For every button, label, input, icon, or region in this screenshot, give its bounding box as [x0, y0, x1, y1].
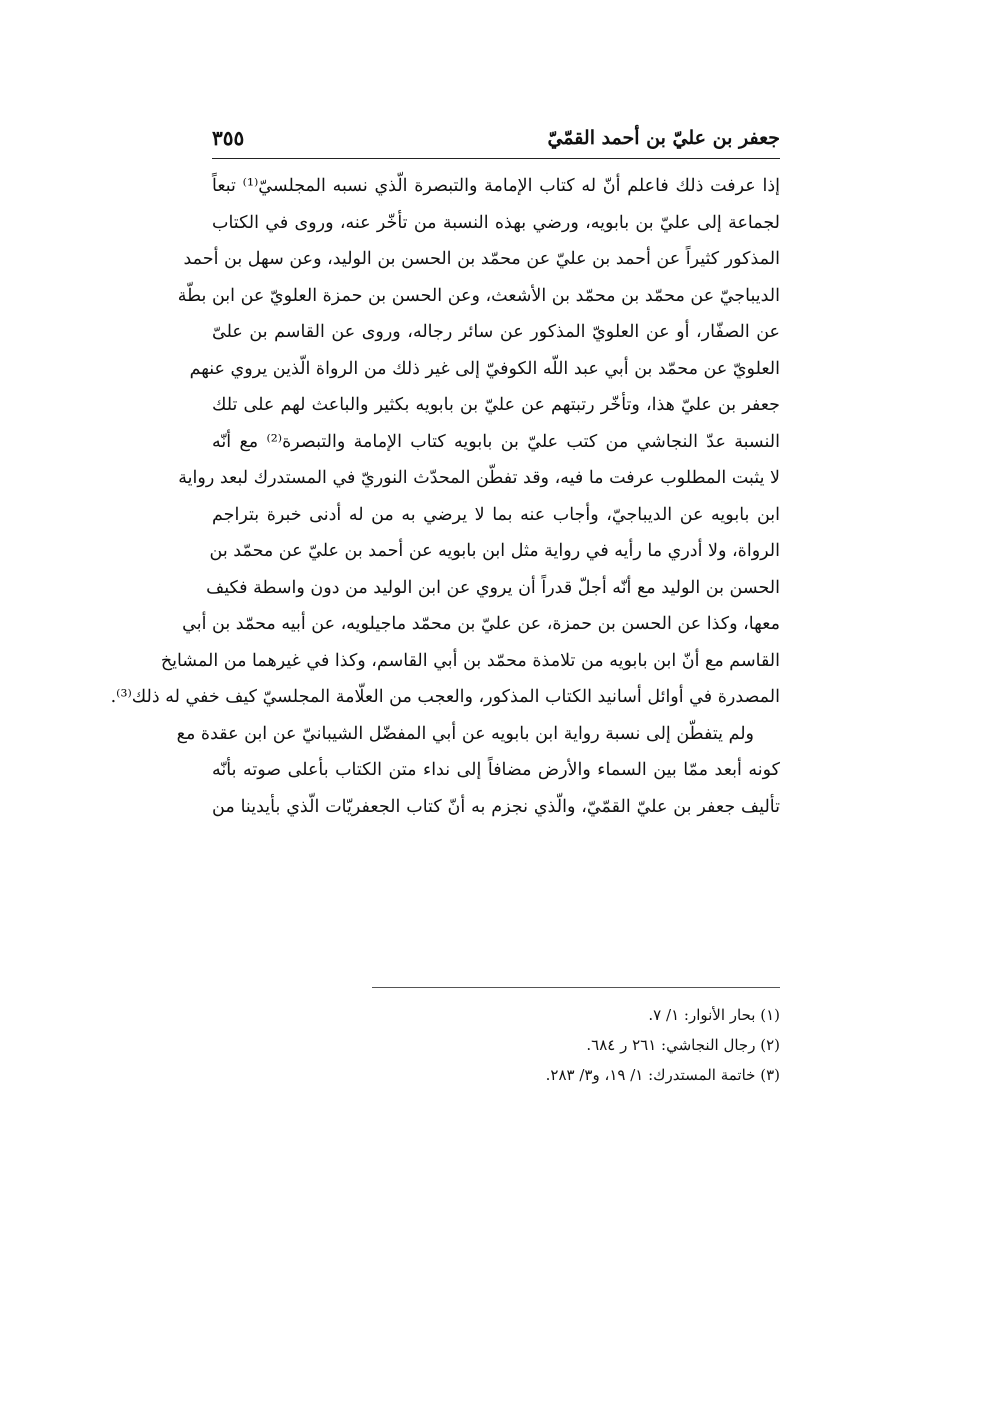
text-line: عن الصفّار، أو عن العلويّ المذكور عن سائر رجاله، وروى عن القاسم بن علىّ [212, 322, 780, 342]
footnote: (٢) رجال النجاشي: ٢٦١ ر ٦٨٤. [586, 1036, 780, 1054]
text-line: القاسم مع أنّ ابن بابويه من تلامذة محمّد بن أبي القاسم، وكذا في غيرهما من المشايخ [160, 650, 780, 671]
text-line: ابن بابويه عن الديباجيّ، وأجاب عنه بما لا يرضي به من له أدنى خبرة بتراجم [212, 504, 780, 525]
text-line: العلويّ عن محمّد بن أبي عبد اللّه الكوفيّ إلى غير ذلك من الرواة الّذين يروي عنهم [189, 358, 780, 379]
text-line: النسبة عدّ النجاشي من كتب عليّ بن بابويه كتاب الإمامة والتبصرة⁽²⁾ مع أنّه [212, 431, 780, 452]
running-title: جعفر بن عليّ بن أحمد القمّيّ [547, 127, 780, 149]
text-line: معها، وكذا عن الحسن بن حمزة، عن عليّ بن محمّد ماجيلويه، عن أبيه محمّد بن أبي [182, 614, 780, 634]
text-line: لجماعة إلى عليّ بن بابويه، ورضي بهذه النسبة من تأخّر عنه، وروى في الكتاب [212, 212, 780, 233]
text-line: جعفر بن عليّ هذا، وتأخّر رتبتهم عن عليّ بن بابويه بكثير والباعث لهم على تلك [212, 395, 780, 415]
text-line: الرواة، ولا أدري ما رأيه في رواية مثل ابن بابويه عن أحمد بن عليّ عن محمّد بن [209, 541, 780, 561]
text-line: المصدرة في أوائل أسانيد الكتاب المذكور، والعجب من العلّامة المجلسيّ كيف خفي له ذلك⁽³⁾. [110, 687, 780, 707]
text-line: كونه أبعد ممّا بين السماء والأرض مضافاً إلى نداء متن الكتاب بأعلى صوته بأنّه [212, 760, 780, 780]
text-line: لا يثبت المطلوب عرفت ما فيه، وقد تفطّن المحدّث النوريّ في المستدرك لبعد رواية [178, 468, 780, 488]
footnote-separator [372, 987, 780, 988]
page-number: ٣٥٥ [212, 126, 245, 150]
text-line: إذا عرفت ذلك فاعلم أنّ له كتاب الإمامة والتبصرة الّذي نسبه المجلسيّ⁽¹⁾ تبعاً [212, 176, 780, 196]
running-header [212, 118, 780, 159]
text-line: الحسن بن الوليد مع أنّه أجلّ قدراً أن يروي عن ابن الوليد من دون واسطة فكيف [206, 577, 780, 598]
text-line: الديباجيّ عن محمّد بن محمّد بن الأشعث، وعن الحسن بن حمزة العلويّ عن ابن بطّة [177, 285, 780, 306]
text-line: ولم يتفطّن إلى نسبة رواية ابن بابويه عن أبي المفضّل الشيبانيّ عن ابن عقدة مع [176, 723, 754, 744]
footnote: (١) بحار الأنوار: ١/ ٧. [648, 1006, 780, 1024]
main-text [110, 168, 780, 825]
footnotes [212, 1000, 780, 1090]
text-line: المذكور كثيراً عن أحمد بن عليّ عن محمّد بن الحسن بن الوليد، وعن سهل بن أحمد [183, 249, 780, 269]
text-line: تأليف جعفر بن عليّ القمّيّ، والّذي نجزم به أنّ كتاب الجعفريّات الّذي بأيدينا من [212, 796, 780, 817]
footnote: (٣) خاتمة المستدرك: ١/ ١٩، و٣/ ٢٨٣. [545, 1066, 780, 1084]
